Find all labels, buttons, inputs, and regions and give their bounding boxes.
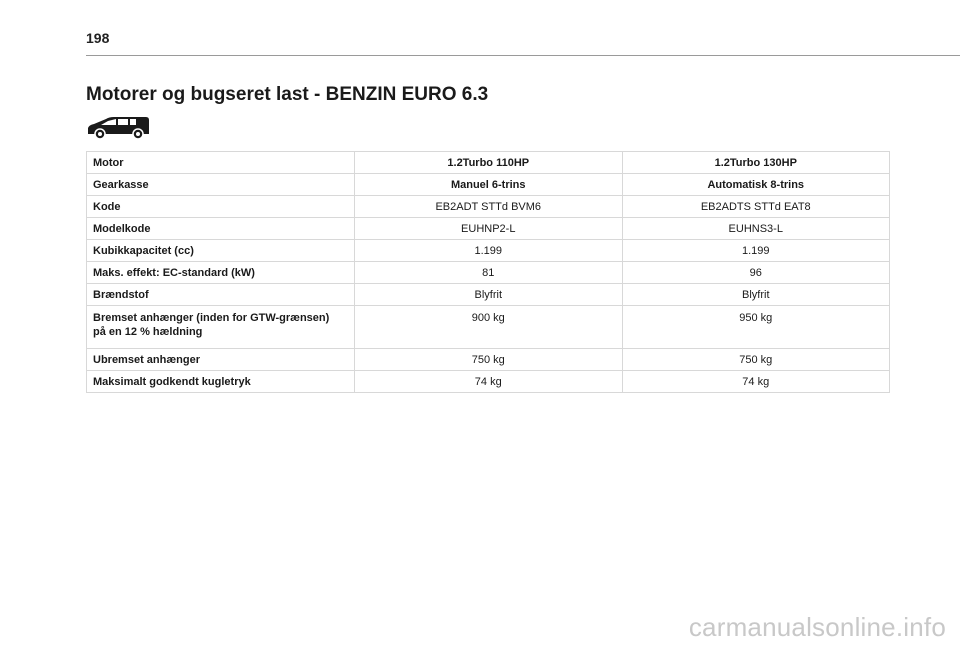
watermark: carmanualsonline.info [688,612,946,642]
cell-110hp: Blyfrit [355,284,623,306]
page-title: Motorer og bugseret last - BENZIN EURO 6.3 [86,84,489,105]
cell-110hp: EUHNP2-L [355,218,623,240]
page-number: 198 [86,30,110,46]
cell-130hp: Automatisk 8-trins [622,174,890,196]
cell-110hp: Manuel 6-trins [355,174,623,196]
table-row-bremset-anhaenger [87,306,890,349]
cell-110hp: 81 [355,262,623,284]
cell-130hp: 1.199 [622,240,890,262]
row-label: Gearkasse [87,174,355,196]
row-label: Brændstof [87,284,355,306]
row-label [87,306,355,349]
cell-130hp: 950 kg [622,306,890,349]
cell-110hp: 1.199 [355,240,623,262]
table-row-kode [87,196,890,218]
cell-110hp: 1.2Turbo 110HP [355,152,623,174]
row-label: Kode [87,196,355,218]
cell-130hp: 96 [622,262,890,284]
top-divider [86,55,960,56]
cell-110hp: 750 kg [355,349,623,371]
cell-110hp: 74 kg [355,371,623,393]
row-label: Maks. effekt: EC-standard (kW) [87,262,355,284]
row-label: Motor [87,152,355,174]
row-label: Kubikkapacitet (cc) [87,240,355,262]
table-row-ubremset-anhaenger [87,349,890,371]
cell-110hp: EB2ADT STTd BVM6 [355,196,623,218]
cell-130hp: EUHNS3-L [622,218,890,240]
row-label: Modelkode [87,218,355,240]
row-label-line-1: Bremset anhænger (inden for GTW-grænsen) [93,312,330,324]
cell-130hp: Blyfrit [622,284,890,306]
van-icon [86,114,150,140]
row-label-line-2: på en 12 % hældning [93,326,203,338]
table-row-modelkode [87,218,890,240]
table-row-kugletryk [87,371,890,393]
cell-130hp: 74 kg [622,371,890,393]
row-label: Ubremset anhænger [87,349,355,371]
table-row-braendstof [87,284,890,306]
row-label: Maksimalt godkendt kugletryk [87,371,355,393]
cell-110hp: 900 kg [355,306,623,349]
cell-130hp: 1.2Turbo 130HP [622,152,890,174]
table-row-gearkasse [87,174,890,196]
cell-130hp: EB2ADTS STTd EAT8 [622,196,890,218]
engine-spec-table [86,151,890,393]
table-row-kubikkapacitet [87,240,890,262]
cell-130hp: 750 kg [622,349,890,371]
table-row-maks-effekt [87,262,890,284]
table-row-motor [87,152,890,174]
